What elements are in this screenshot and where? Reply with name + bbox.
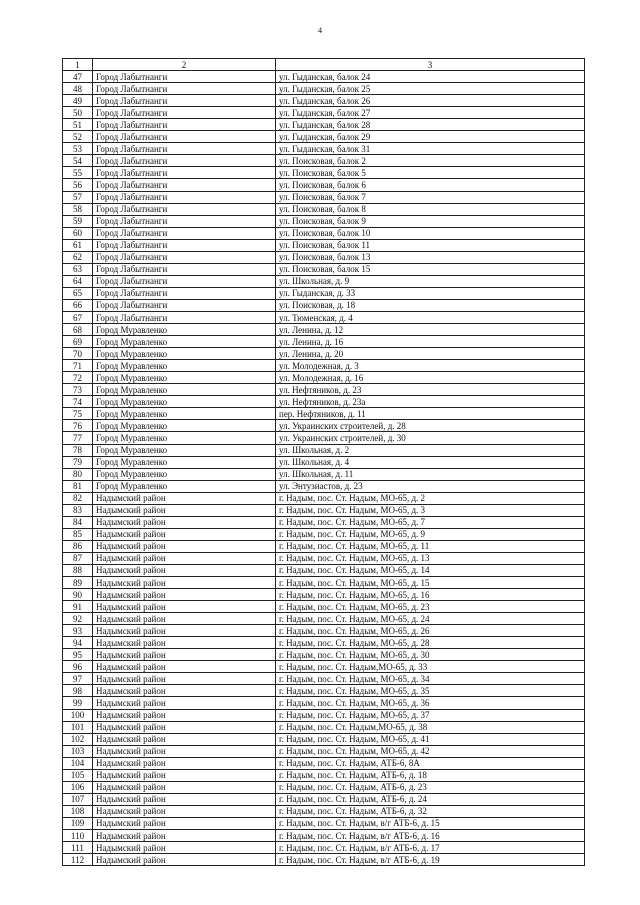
- row-number-cell: 56: [63, 179, 93, 191]
- address-cell: г. Надым, пос. Ст. Надым, АТБ-6, 8А: [276, 757, 585, 769]
- municipality-cell: Город Муравленко: [93, 420, 276, 432]
- municipality-cell: Город Муравленко: [93, 384, 276, 396]
- address-cell: ул. Поисковая, балок 15: [276, 263, 585, 275]
- address-cell: ул. Поисковая, балок 10: [276, 227, 585, 239]
- table-row: [63, 842, 585, 854]
- municipality-cell: Надымский район: [93, 781, 276, 793]
- address-cell: ул. Поисковая, балок 8: [276, 203, 585, 215]
- table-row: [63, 589, 585, 601]
- municipality-cell: Город Лабытнанги: [93, 107, 276, 119]
- address-cell: г. Надым, пос. Ст. Надым,МО-65, д. 33: [276, 661, 585, 673]
- address-cell: г. Надым, пос. Ст. Надым, в/г АТБ-6, д. 16: [276, 830, 585, 842]
- row-number-cell: 104: [63, 757, 93, 769]
- table-row: [63, 299, 585, 311]
- municipality-cell: Город Лабытнанги: [93, 239, 276, 251]
- address-cell: г. Надым, пос. Ст. Надым, в/г АТБ-6, д. 17: [276, 842, 585, 854]
- address-cell: г. Надым, пос. Ст. Надым, АТБ-6, д. 32: [276, 805, 585, 817]
- address-cell: г. Надым, пос. Ст. Надым, МО-65, д. 14: [276, 564, 585, 576]
- municipality-cell: Город Лабытнанги: [93, 311, 276, 323]
- row-number-cell: 109: [63, 817, 93, 829]
- table-body: [63, 71, 585, 866]
- table-row: [63, 348, 585, 360]
- table-row: [63, 191, 585, 203]
- municipality-cell: Город Лабытнанги: [93, 191, 276, 203]
- row-number-cell: 78: [63, 444, 93, 456]
- row-number-cell: 75: [63, 408, 93, 420]
- row-number-cell: 89: [63, 577, 93, 589]
- municipality-cell: Город Муравленко: [93, 456, 276, 468]
- municipality-cell: Город Лабытнанги: [93, 263, 276, 275]
- municipality-cell: Надымский район: [93, 709, 276, 721]
- municipality-cell: Город Муравленко: [93, 396, 276, 408]
- municipality-cell: Город Лабытнанги: [93, 83, 276, 95]
- row-number-cell: 63: [63, 263, 93, 275]
- table-row: [63, 275, 585, 287]
- address-cell: г. Надым, пос. Ст. Надым, МО-65, д. 13: [276, 552, 585, 564]
- municipality-cell: Надымский район: [93, 757, 276, 769]
- table-row: [63, 697, 585, 709]
- row-number-cell: 62: [63, 251, 93, 263]
- address-cell: г. Надым, пос. Ст. Надым, АТБ-6, д. 23: [276, 781, 585, 793]
- address-cell: ул. Молодежная, д. 3: [276, 360, 585, 372]
- municipality-cell: Надымский район: [93, 769, 276, 781]
- address-cell: г. Надым, пос. Ст. Надым, в/г АТБ-6, д. 15: [276, 817, 585, 829]
- row-number-cell: 82: [63, 492, 93, 504]
- row-number-cell: 68: [63, 324, 93, 336]
- table-row: [63, 420, 585, 432]
- address-cell: ул. Тюменская, д. 4: [276, 311, 585, 323]
- address-cell: ул. Украинских строителей, д. 30: [276, 432, 585, 444]
- table-row: [63, 71, 585, 83]
- address-cell: ул. Поисковая, балок 2: [276, 155, 585, 167]
- row-number-cell: 99: [63, 697, 93, 709]
- address-cell: г. Надым, пос. Ст. Надым, МО-65, д. 11: [276, 540, 585, 552]
- row-number-cell: 66: [63, 299, 93, 311]
- municipality-cell: Город Лабытнанги: [93, 119, 276, 131]
- address-cell: г. Надым, пос. Ст. Надым, МО-65, д. 42: [276, 745, 585, 757]
- address-cell: г. Надым, пос. Ст. Надым, МО-65, д. 2: [276, 492, 585, 504]
- table-row: [63, 805, 585, 817]
- municipality-cell: Надымский район: [93, 516, 276, 528]
- row-number-cell: 67: [63, 311, 93, 323]
- address-cell: г. Надым, пос. Ст. Надым, АТБ-6, д. 18: [276, 769, 585, 781]
- municipality-cell: Надымский район: [93, 589, 276, 601]
- address-cell: пер. Нефтяников, д. 11: [276, 408, 585, 420]
- municipality-cell: Город Муравленко: [93, 408, 276, 420]
- address-cell: ул. Поисковая, балок 5: [276, 167, 585, 179]
- municipality-cell: Надымский район: [93, 637, 276, 649]
- column-header-municipality: 2: [93, 59, 276, 71]
- table-row: [63, 781, 585, 793]
- table-row: [63, 95, 585, 107]
- table-row: [63, 83, 585, 95]
- row-number-cell: 108: [63, 805, 93, 817]
- row-number-cell: 88: [63, 564, 93, 576]
- address-cell: ул. Нефтяников, д. 23а: [276, 396, 585, 408]
- row-number-cell: 84: [63, 516, 93, 528]
- table-row: [63, 336, 585, 348]
- table-row: [63, 468, 585, 480]
- row-number-cell: 72: [63, 372, 93, 384]
- municipality-cell: Город Лабытнанги: [93, 179, 276, 191]
- municipality-cell: Город Муравленко: [93, 360, 276, 372]
- municipality-cell: Надымский район: [93, 697, 276, 709]
- table-row: [63, 384, 585, 396]
- row-number-cell: 112: [63, 854, 93, 866]
- address-cell: ул. Школьная, д. 9: [276, 275, 585, 287]
- municipality-cell: Город Лабытнанги: [93, 251, 276, 263]
- row-number-cell: 76: [63, 420, 93, 432]
- address-cell: г. Надым, пос. Ст. Надым, МО-65, д. 15: [276, 577, 585, 589]
- table-row: [63, 601, 585, 613]
- municipality-cell: Город Муравленко: [93, 324, 276, 336]
- table-row: [63, 179, 585, 191]
- address-cell: г. Надым, пос. Ст. Надым, МО-65, д. 36: [276, 697, 585, 709]
- row-number-cell: 106: [63, 781, 93, 793]
- table-row: [63, 661, 585, 673]
- row-number-cell: 94: [63, 637, 93, 649]
- row-number-cell: 101: [63, 721, 93, 733]
- address-cell: ул. Поисковая, балок 6: [276, 179, 585, 191]
- row-number-cell: 51: [63, 119, 93, 131]
- table-row: [63, 745, 585, 757]
- municipality-cell: Надымский район: [93, 564, 276, 576]
- table-row: [63, 757, 585, 769]
- address-cell: г. Надым, пос. Ст. Надым, МО-65, д. 7: [276, 516, 585, 528]
- municipality-cell: Город Муравленко: [93, 372, 276, 384]
- address-cell: ул. Гыданская, балок 29: [276, 131, 585, 143]
- row-number-cell: 85: [63, 528, 93, 540]
- table-row: [63, 432, 585, 444]
- address-cell: ул. Нефтяников, д. 23: [276, 384, 585, 396]
- municipality-cell: Надымский район: [93, 552, 276, 564]
- table-row: [63, 119, 585, 131]
- table-row: [63, 733, 585, 745]
- municipality-cell: Надымский район: [93, 528, 276, 540]
- table-row: [63, 637, 585, 649]
- row-number-cell: 105: [63, 769, 93, 781]
- row-number-cell: 87: [63, 552, 93, 564]
- table-row: [63, 613, 585, 625]
- municipality-cell: Город Муравленко: [93, 444, 276, 456]
- municipality-cell: Город Лабытнанги: [93, 95, 276, 107]
- address-cell: ул. Молодежная, д. 16: [276, 372, 585, 384]
- table-row: [63, 227, 585, 239]
- table-row: [63, 564, 585, 576]
- address-cell: ул. Гыданская, балок 26: [276, 95, 585, 107]
- municipality-cell: Надымский район: [93, 661, 276, 673]
- row-number-cell: 57: [63, 191, 93, 203]
- table-row: [63, 360, 585, 372]
- municipality-cell: Надымский район: [93, 625, 276, 637]
- table-row: [63, 107, 585, 119]
- municipality-cell: Надымский район: [93, 492, 276, 504]
- address-cell: г. Надым, пос. Ст. Надым, МО-65, д. 41: [276, 733, 585, 745]
- row-number-cell: 52: [63, 131, 93, 143]
- column-header-number: 1: [63, 59, 93, 71]
- table-row: [63, 709, 585, 721]
- row-number-cell: 110: [63, 830, 93, 842]
- address-cell: ул. Поисковая, балок 9: [276, 215, 585, 227]
- table-row: [63, 239, 585, 251]
- municipality-cell: Надымский район: [93, 673, 276, 685]
- row-number-cell: 91: [63, 601, 93, 613]
- table-row: [63, 372, 585, 384]
- municipality-cell: Надымский район: [93, 504, 276, 516]
- municipality-cell: Надымский район: [93, 685, 276, 697]
- table-row: [63, 408, 585, 420]
- table-row: [63, 287, 585, 299]
- address-cell: г. Надым, пос. Ст. Надым, АТБ-6, д. 24: [276, 793, 585, 805]
- table-row: [63, 143, 585, 155]
- row-number-cell: 107: [63, 793, 93, 805]
- table-row: [63, 444, 585, 456]
- table-row: [63, 528, 585, 540]
- row-number-cell: 60: [63, 227, 93, 239]
- table-row: [63, 830, 585, 842]
- address-cell: г. Надым, пос. Ст. Надым, МО-65, д. 16: [276, 589, 585, 601]
- address-cell: г. Надым, пос. Ст. Надым, МО-65, д. 9: [276, 528, 585, 540]
- column-header-address: 3: [276, 59, 585, 71]
- row-number-cell: 58: [63, 203, 93, 215]
- municipality-cell: Город Муравленко: [93, 468, 276, 480]
- table-row: [63, 793, 585, 805]
- municipality-cell: Город Муравленко: [93, 336, 276, 348]
- table-row: [63, 854, 585, 866]
- municipality-cell: Город Муравленко: [93, 480, 276, 492]
- row-number-cell: 61: [63, 239, 93, 251]
- table-row: [63, 203, 585, 215]
- address-cell: г. Надым, пос. Ст. Надым, МО-65, д. 37: [276, 709, 585, 721]
- row-number-cell: 96: [63, 661, 93, 673]
- row-number-cell: 97: [63, 673, 93, 685]
- table-row: [63, 396, 585, 408]
- table-row: [63, 492, 585, 504]
- municipality-cell: Надымский район: [93, 842, 276, 854]
- municipality-cell: Надымский район: [93, 854, 276, 866]
- row-number-cell: 102: [63, 733, 93, 745]
- table-row: [63, 504, 585, 516]
- table-row: [63, 215, 585, 227]
- row-number-cell: 53: [63, 143, 93, 155]
- table-row: [63, 263, 585, 275]
- row-number-cell: 98: [63, 685, 93, 697]
- row-number-cell: 50: [63, 107, 93, 119]
- table-row: [63, 516, 585, 528]
- row-number-cell: 71: [63, 360, 93, 372]
- address-table: [62, 58, 585, 866]
- municipality-cell: Надымский район: [93, 577, 276, 589]
- municipality-cell: Надымский район: [93, 601, 276, 613]
- municipality-cell: Город Лабытнанги: [93, 167, 276, 179]
- address-cell: ул. Гыданская, балок 31: [276, 143, 585, 155]
- municipality-cell: Надымский район: [93, 745, 276, 757]
- municipality-cell: Надымский район: [93, 817, 276, 829]
- address-cell: ул. Школьная, д. 4: [276, 456, 585, 468]
- address-cell: ул. Школьная, д. 11: [276, 468, 585, 480]
- row-number-cell: 100: [63, 709, 93, 721]
- municipality-cell: Город Лабытнанги: [93, 71, 276, 83]
- row-number-cell: 64: [63, 275, 93, 287]
- municipality-cell: Город Лабытнанги: [93, 275, 276, 287]
- page-number: 4: [318, 26, 322, 35]
- municipality-cell: Город Лабытнанги: [93, 215, 276, 227]
- address-cell: ул. Украинских строителей, д. 28: [276, 420, 585, 432]
- row-number-cell: 73: [63, 384, 93, 396]
- municipality-cell: Надымский район: [93, 830, 276, 842]
- row-number-cell: 69: [63, 336, 93, 348]
- table-row: [63, 625, 585, 637]
- table-row: [63, 456, 585, 468]
- address-cell: ул. Поисковая, балок 7: [276, 191, 585, 203]
- municipality-cell: Город Лабытнанги: [93, 203, 276, 215]
- table-row: [63, 540, 585, 552]
- row-number-cell: 93: [63, 625, 93, 637]
- municipality-cell: Город Муравленко: [93, 348, 276, 360]
- table-row: [63, 480, 585, 492]
- table-row: [63, 673, 585, 685]
- address-cell: ул. Гыданская, балок 27: [276, 107, 585, 119]
- municipality-cell: Город Лабытнанги: [93, 227, 276, 239]
- table-row: [63, 649, 585, 661]
- municipality-cell: Надымский район: [93, 540, 276, 552]
- table-header-row: [63, 59, 585, 71]
- municipality-cell: Город Лабытнанги: [93, 299, 276, 311]
- municipality-cell: Надымский район: [93, 733, 276, 745]
- table-row: [63, 324, 585, 336]
- address-cell: г. Надым, пос. Ст. Надым, МО-65, д. 23: [276, 601, 585, 613]
- address-cell: ул. Поисковая, д. 18: [276, 299, 585, 311]
- municipality-cell: Надымский район: [93, 793, 276, 805]
- row-number-cell: 65: [63, 287, 93, 299]
- address-cell: ул. Гыданская, д. 33: [276, 287, 585, 299]
- table-row: [63, 251, 585, 263]
- municipality-cell: Надымский район: [93, 805, 276, 817]
- address-cell: ул. Ленина, д. 20: [276, 348, 585, 360]
- municipality-cell: Город Лабытнанги: [93, 143, 276, 155]
- row-number-cell: 47: [63, 71, 93, 83]
- address-cell: г. Надым, пос. Ст. Надым, МО-65, д. 26: [276, 625, 585, 637]
- address-cell: г. Надым, пос. Ст. Надым, МО-65, д. 24: [276, 613, 585, 625]
- municipality-cell: Город Лабытнанги: [93, 287, 276, 299]
- address-cell: ул. Поисковая, балок 11: [276, 239, 585, 251]
- table-row: [63, 552, 585, 564]
- row-number-cell: 54: [63, 155, 93, 167]
- row-number-cell: 48: [63, 83, 93, 95]
- row-number-cell: 103: [63, 745, 93, 757]
- row-number-cell: 111: [63, 842, 93, 854]
- municipality-cell: Надымский район: [93, 649, 276, 661]
- table-row: [63, 155, 585, 167]
- table-row: [63, 167, 585, 179]
- address-cell: ул. Ленина, д. 12: [276, 324, 585, 336]
- row-number-cell: 81: [63, 480, 93, 492]
- row-number-cell: 86: [63, 540, 93, 552]
- row-number-cell: 92: [63, 613, 93, 625]
- row-number-cell: 83: [63, 504, 93, 516]
- municipality-cell: Город Лабытнанги: [93, 131, 276, 143]
- row-number-cell: 79: [63, 456, 93, 468]
- row-number-cell: 80: [63, 468, 93, 480]
- address-cell: г. Надым, пос. Ст. Надым, МО-65, д. 34: [276, 673, 585, 685]
- address-cell: ул. Поисковая, балок 13: [276, 251, 585, 263]
- address-cell: г. Надым, пос. Ст. Надым, МО-65, д. 28: [276, 637, 585, 649]
- row-number-cell: 74: [63, 396, 93, 408]
- address-cell: г. Надым, пос. Ст. Надым, МО-65, д. 35: [276, 685, 585, 697]
- table-row: [63, 685, 585, 697]
- table-row: [63, 131, 585, 143]
- row-number-cell: 49: [63, 95, 93, 107]
- address-cell: ул. Школьная, д. 2: [276, 444, 585, 456]
- row-number-cell: 95: [63, 649, 93, 661]
- municipality-cell: Город Лабытнанги: [93, 155, 276, 167]
- municipality-cell: Город Муравленко: [93, 432, 276, 444]
- row-number-cell: 55: [63, 167, 93, 179]
- row-number-cell: 90: [63, 589, 93, 601]
- row-number-cell: 77: [63, 432, 93, 444]
- address-cell: ул. Гыданская, балок 25: [276, 83, 585, 95]
- address-cell: ул. Энтузиастов, д. 23: [276, 480, 585, 492]
- address-cell: г. Надым, пос. Ст. Надым, в/г АТБ-6, д. 19: [276, 854, 585, 866]
- table-row: [63, 577, 585, 589]
- table-row: [63, 769, 585, 781]
- table-row: [63, 311, 585, 323]
- address-cell: г. Надым, пос. Ст. Надым,МО-65, д. 38: [276, 721, 585, 733]
- address-cell: г. Надым, пос. Ст. Надым, МО-65, д. 30: [276, 649, 585, 661]
- row-number-cell: 59: [63, 215, 93, 227]
- address-cell: г. Надым, пос. Ст. Надым, МО-65, д. 3: [276, 504, 585, 516]
- table-row: [63, 721, 585, 733]
- municipality-cell: Надымский район: [93, 613, 276, 625]
- address-cell: ул. Гыданская, балок 28: [276, 119, 585, 131]
- municipality-cell: Надымский район: [93, 721, 276, 733]
- row-number-cell: 70: [63, 348, 93, 360]
- address-cell: ул. Гыданская, балок 24: [276, 71, 585, 83]
- table-row: [63, 817, 585, 829]
- address-cell: ул. Ленина, д. 16: [276, 336, 585, 348]
